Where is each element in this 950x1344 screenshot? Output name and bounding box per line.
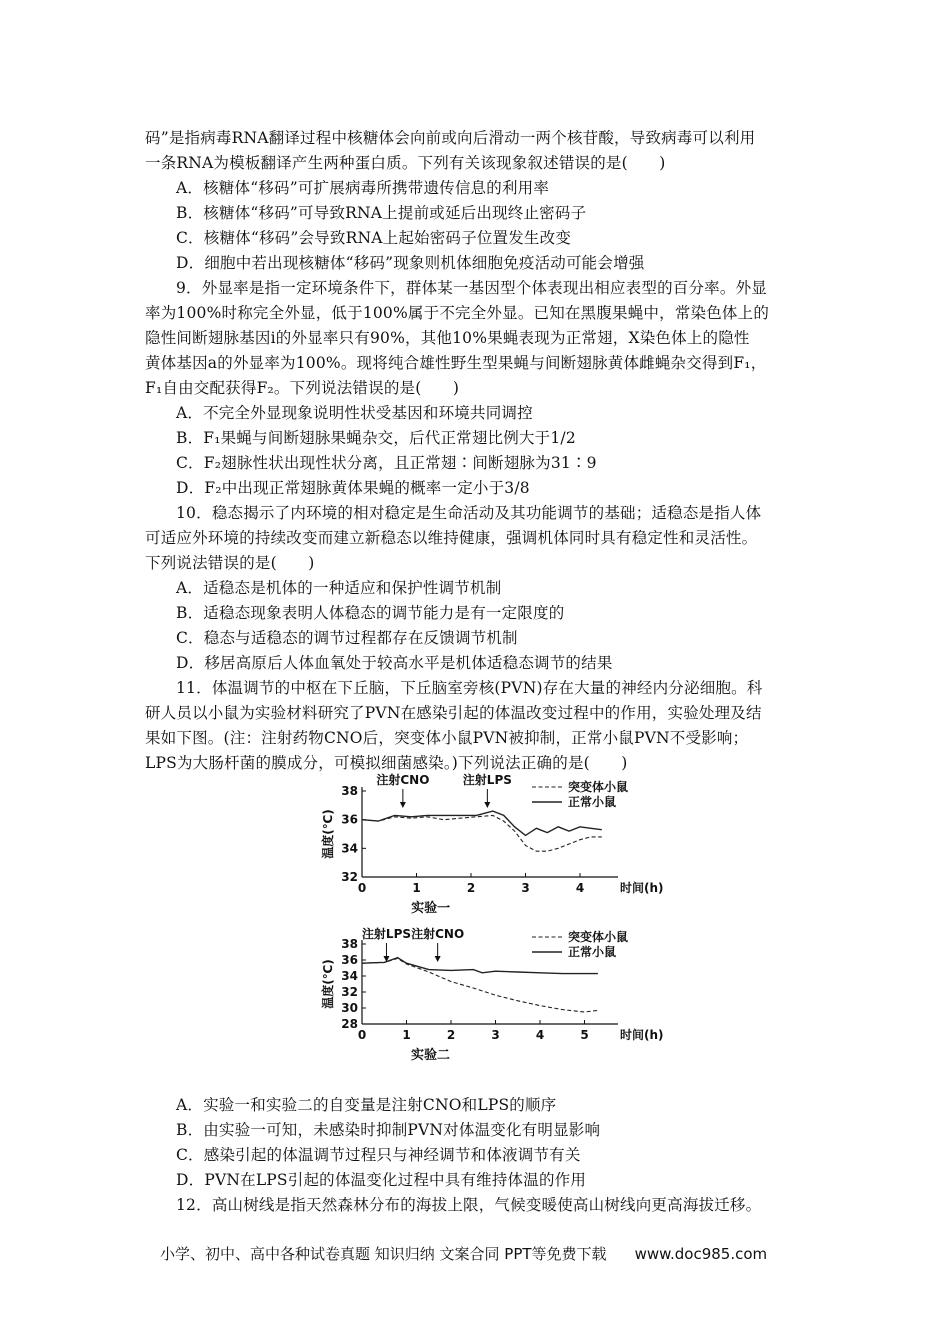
x-tick-label: 4 <box>575 881 585 895</box>
x-tick-label: 4 <box>535 1028 545 1042</box>
annotation-label: 注射LPS <box>462 773 512 787</box>
footer-text: 小学、初中、高中各种试卷真题 知识归纳 文案合同 PPT等免费下载 <box>160 1245 607 1263</box>
text-line: 可适应外环境的持续改变而建立新稳态以维持健康，强调机体同时具有稳定性和灵活性。 <box>145 529 758 547</box>
footer-url[interactable]: www.doc985.com <box>634 1245 768 1263</box>
annotation-arrowhead <box>484 802 490 808</box>
text-line: A．适稳态是机体的一种适应和保护性调节机制 <box>176 579 502 597</box>
legend-label: 突变体小鼠 <box>568 930 629 944</box>
text-line: 隐性间断翅脉基因i的外显率只有90%，其他10%果蝇表现为正常翅，X染色体上的隐性 <box>145 329 750 347</box>
legend-label: 正常小鼠 <box>568 945 617 959</box>
x-axis-label: 时间(h) <box>620 881 664 895</box>
annotation-label: 注射CNO <box>411 927 465 941</box>
x-tick-label: 2 <box>466 881 476 895</box>
text-line: 码”是指病毒RNA翻译过程中核糖体会向前或向后滑动一两个核苷酸，导致病毒可以利用 <box>145 129 756 147</box>
option-line: D．PVN在LPS引起的体温变化过程中具有维持体温的作用 <box>176 1171 587 1189</box>
text-line: D．F₂中出现正常翅脉黄体果蝇的概率一定小于3/8 <box>176 479 530 497</box>
y-tick-label: 30 <box>341 1001 358 1015</box>
text-line: 率为100%时称完全外显，低于100%属于不完全外显。已知在黑腹果蝇中，常染色体上的 <box>145 304 770 322</box>
y-tick-label: 34 <box>341 841 358 856</box>
legend-label: 正常小鼠 <box>568 795 617 809</box>
chart-title: 实验二 <box>411 1048 451 1063</box>
y-tick-label: 38 <box>341 784 358 798</box>
text-line: C．F₂翅脉性状出现性状分离，且正常翅∶间断翅脉为31∶9 <box>176 454 597 472</box>
page-footer <box>160 1243 767 1264</box>
option-line: C．感染引起的体温调节过程只与神经调节和体液调节有关 <box>176 1146 581 1164</box>
option-line: B．由实验一可知，未感染时抑制PVN对体温变化有明显影响 <box>176 1121 601 1139</box>
text-line: C．核糖体“移码”会导致RNA上起始密码子位置发生改变 <box>176 229 572 247</box>
text-line: 研人员以小鼠为实验材料研究了PVN在感染引起的体温改变过程中的作用，实验处理及结 <box>145 704 762 722</box>
text-line: 下列说法错误的是( ) <box>145 554 315 572</box>
chart-experiment-2 <box>320 925 665 1075</box>
x-tick-label: 2 <box>446 1028 456 1042</box>
text-line: 一条RNA为模板翻译产生两种蛋白质。下列有关该现象叙述错误的是( ) <box>145 154 666 172</box>
series-line-mutant <box>362 958 598 1012</box>
text-line: D．移居高原后人体血氧处于较高水平是机体适稳态调节的结果 <box>176 654 613 672</box>
series-line-mutant <box>362 815 602 851</box>
y-tick-label: 32 <box>341 985 358 999</box>
text-line: C．稳态与适稳态的调节过程都存在反馈调节机制 <box>176 629 518 647</box>
y-tick-label: 38 <box>341 937 358 951</box>
x-tick-label: 0 <box>357 881 367 895</box>
y-tick-label: 36 <box>341 812 358 827</box>
text-line: B．适稳态现象表明人体稳态的调节能力是有一定限度的 <box>176 604 565 622</box>
y-tick-label: 32 <box>341 870 358 884</box>
y-tick-label: 36 <box>341 953 358 967</box>
x-tick-label: 0 <box>357 1028 367 1042</box>
text-line: 11．体温调节的中枢在下丘脑，下丘脑室旁核(PVN)存在大量的神经内分泌细胞。科 <box>176 679 763 697</box>
text-line: 10．稳态揭示了内环境的相对稳定是生命活动及其功能调节的基础；适稳态是指人体 <box>176 504 762 522</box>
series-line-normal <box>362 958 598 974</box>
text-line: 黄体基因a的外显率为100%。现将纯合雄性野生型果蝇与间断翅脉黄体雌蝇杂交得到F₁， <box>145 354 767 372</box>
text-line: A．核糖体“移码”可扩展病毒所携带遗传信息的利用率 <box>176 179 550 197</box>
series-line-normal <box>362 811 602 835</box>
text-line: D．细胞中若出现核糖体“移码”现象则机体细胞免疫活动可能会增强 <box>176 254 645 272</box>
x-tick-label: 1 <box>412 881 421 895</box>
y-axis-label: 温度(℃) <box>321 959 335 1009</box>
legend-label: 突变体小鼠 <box>568 780 629 794</box>
text-line: 9．外显率是指一定环境条件下，群体某一基因型个体表现出相应表型的百分率。外显 <box>176 279 767 297</box>
option-line: 12．高山树线是指天然森林分布的海拔上限，气候变暖使高山树线向更高海拔迁移。 <box>176 1196 762 1214</box>
x-tick-label: 5 <box>580 1028 589 1042</box>
text-line: LPS为大肠杆菌的膜成分，可模拟细菌感染。)下列说法正确的是( ) <box>145 754 628 772</box>
annotation-label: 注射CNO <box>376 773 430 787</box>
y-axis-label: 温度(℃) <box>321 809 335 859</box>
text-line: A．不完全外显现象说明性状受基因和环境共同调控 <box>176 404 533 422</box>
x-axis-label: 时间(h) <box>620 1028 664 1042</box>
text-line: B．F₁果蝇与间断翅脉果蝇杂交，后代正常翅比例大于1/2 <box>176 429 576 447</box>
text-line: 果如下图。(注：注射药物CNO后，突变体小鼠PVN被抑制，正常小鼠PVN不受影响； <box>145 729 749 747</box>
annotation-arrowhead <box>435 956 441 962</box>
x-tick-label: 1 <box>402 1028 411 1042</box>
y-tick-label: 28 <box>341 1017 358 1031</box>
annotation-label: 注射LPS <box>361 927 412 941</box>
annotation-arrowhead <box>400 802 406 808</box>
text-line: B．核糖体“移码”可导致RNA上提前或延后出现终止密码子 <box>176 204 587 222</box>
x-tick-label: 3 <box>521 881 530 895</box>
y-tick-label: 34 <box>341 969 358 983</box>
chart-experiment-1 <box>320 770 665 920</box>
x-tick-label: 3 <box>491 1028 500 1042</box>
text-line: F₁自由交配获得F₂。下列说法错误的是( ) <box>145 379 460 397</box>
chart-title: 实验一 <box>411 901 451 916</box>
option-line: A．实验一和实验二的自变量是注射CNO和LPS的顺序 <box>176 1096 557 1114</box>
